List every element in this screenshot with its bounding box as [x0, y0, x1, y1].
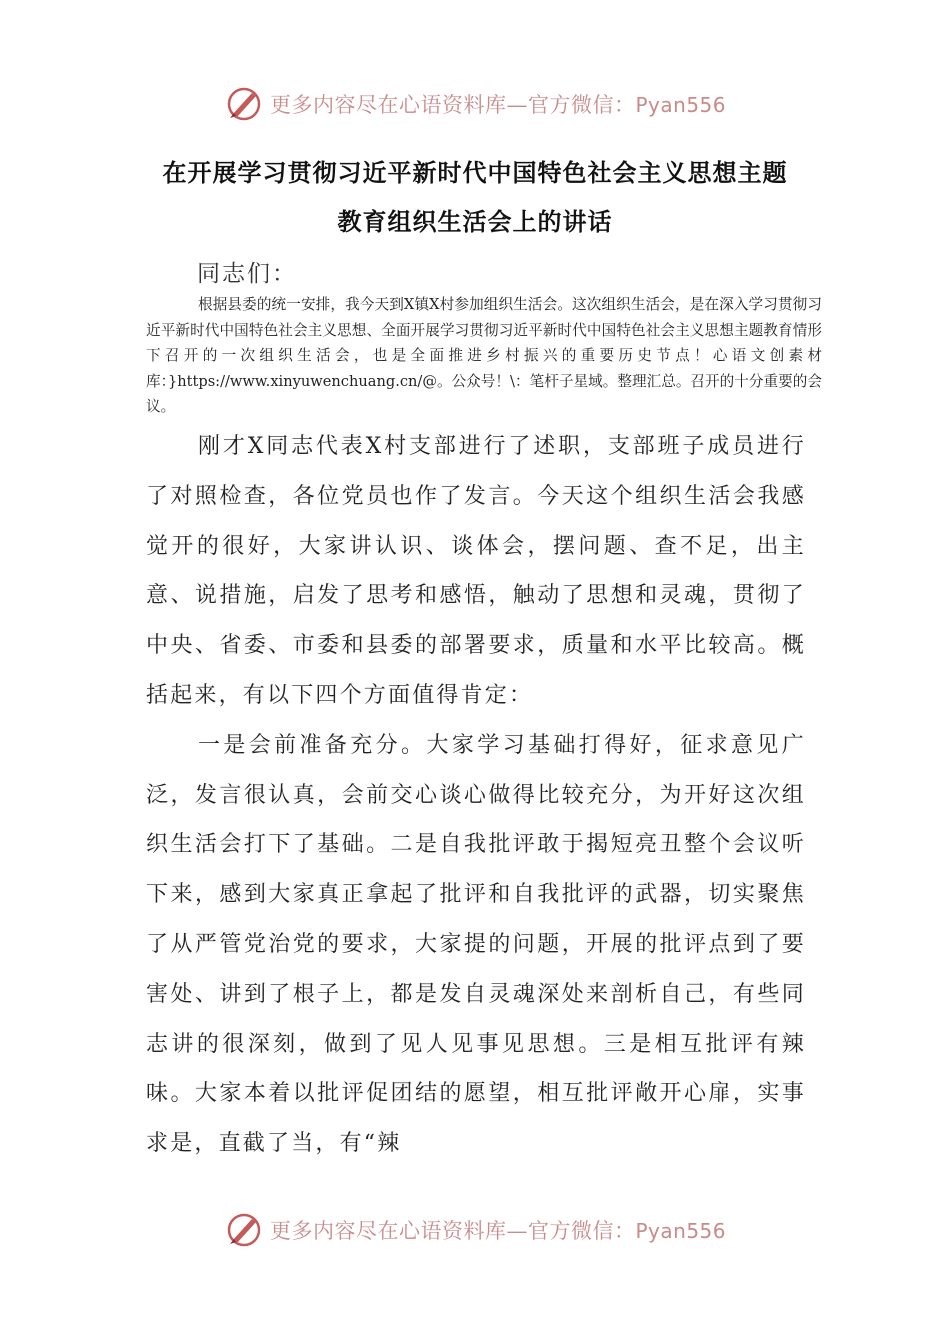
body-text [146, 422, 806, 1169]
document-title-line-2: 教育组织生活会上的讲话 [337, 208, 613, 236]
watermark-prefix: 更多内容尽在心语资料库—官方微信： [269, 93, 636, 117]
watermark-wechat-id: Pyan556 [635, 93, 726, 117]
intro-paragraph: 根据县委的统一安排，我今天到X镇X村参加组织生活会。这次组织生活会，是在深入学习贯彻习近平新时代中国特色社会主义思想、全面开展学习贯彻习近平新时代中国特色社会主义思想主题教育情形下召开的一次组织生活会，也是全面推进乡村振兴的重要历史节点！心语文创素材库：}https://www.xinyuwenchuang.cn/@。公众号！\：笔杆子星域。整理汇总。召开的十分重要的会议。 [146, 296, 822, 415]
watermark-prefix: 更多内容尽在心语资料库—官方微信： [269, 1219, 636, 1243]
body-paragraph-1: 刚才X同志代表X村支部进行了述职，支部班子成员进行了对照检查，各位党员也作了发言。今天这个组织生活会我感觉开的很好，大家讲认识、谈体会，摆问题、查不足，出主意、说措施，启发了思考和感悟，触动了思想和灵魂，贯彻了中央、省委、市委和县委的部署要求，质量和水平比较高。概括起来，有以下四个方面值得肯定： [146, 434, 806, 708]
salutation: 同志们： [197, 261, 297, 287]
body-paragraph-2: 一是会前准备充分。大家学习基础打得好，征求意见广泛，发言很认真，会前交心谈心做得比较充分，为开好这次组织生活会打下了基础。二是自我批评敢于揭短亮丑整个会议听下来，感到大家真正拿起了批评和自我批评的武器，切实聚焦了从严管党治党的要求，大家提的问题，开展的批评点到了要害处、讲到了根子上，都是发自灵魂深处来剖析自己，有些同志讲的很深刻，做到了见人见事见思想。三是相互批评有辣味。大家本着以批评促团结的愿望，相互批评敞开心扉，实事求是，直截了当，有“辣 [146, 732, 806, 1157]
watermark-text [270, 89, 726, 119]
watermark-banner-top [0, 82, 950, 126]
watermark-wechat-id: Pyan556 [635, 1219, 726, 1243]
pen-logo-icon [224, 1210, 264, 1250]
watermark-text [270, 1215, 726, 1245]
watermark-banner-bottom [0, 1208, 950, 1252]
document-title-line-1: 在开展学习贯彻习近平新时代中国特色社会主义思想主题 [162, 159, 788, 187]
pen-logo-icon [224, 84, 264, 124]
